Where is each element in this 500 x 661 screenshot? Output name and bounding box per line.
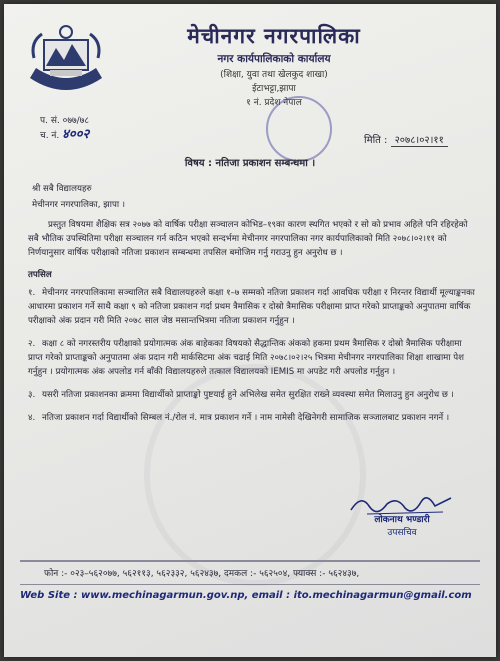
- item-number: ४.: [28, 413, 36, 423]
- item-text: नतिजा प्रकाशन गर्दा विद्यार्थीको सिम्बल नं./रोल नं. मात्र प्रकाशन गर्ने । नाम नामेसी देखिनेगरी सामाजिक सञ्जालबाट प्रकाशन नगर्ने ।: [42, 413, 450, 423]
- salutation-to: श्री सबै विद्यालयहरु: [32, 184, 92, 194]
- chalani-row: [40, 128, 89, 143]
- item-text: कक्षा ८ को नगरस्तरीय परीक्षाको प्रयोगात्मक अंक बाहेकका विषयको सैद्धान्तिक अंकको हकमा प्रथम त्रैमासिक र दोस्रो त्रैमासिक परीक्षामा प्राप्त गरेको प्राप्ताङ्कको अनुपातमा अंक प्रदान गरी मार्कसिटमा अंक चढाई मिति २०७८।०२।२५ भित्रमा मेचीनगर नगरपालिका शिक्षा शाखामा पेश गर्नुहुन । प्रयोगात्मक अंक अपलोड गर्न बाँकी विद्यालयहरुले तत्काल विद्यालयको IEMIS मा अपडेट गरी अपलोड गर्नुहुन ।: [28, 339, 464, 377]
- letterhead: [124, 22, 424, 108]
- signatory-name: लोकनाथ भण्डारी: [374, 515, 430, 525]
- municipality-title: मेचीनगर नगरपालिका: [187, 23, 361, 48]
- footer-divider: [20, 560, 480, 562]
- footer-web: [20, 590, 496, 601]
- footer-divider: [20, 584, 480, 585]
- website-link[interactable]: www.mechinagarmun.gov.np,: [80, 590, 249, 601]
- signature-icon: [347, 488, 457, 518]
- date-value: २०७८।०२।११: [391, 132, 448, 147]
- tapasil-heading: तपसिल: [28, 270, 52, 280]
- list-item: [28, 337, 478, 379]
- signature-block: [332, 486, 472, 538]
- item-number: २.: [28, 339, 36, 349]
- office-name: नगर कार्यपालिकाको कार्यालय: [217, 53, 331, 65]
- item-number: १.: [28, 288, 36, 298]
- email-label: email :: [251, 590, 291, 601]
- letter-page: [4, 4, 496, 657]
- footer-phone: फोन :- ०२३–५६२०७७, ५६२११३, ५६२३३२, ५६२४३७, दमकल :- ५६२५०४, फ्याक्स :- ५६२४३७,: [44, 569, 360, 579]
- item-number: ३.: [28, 390, 36, 400]
- chalani-label: च. नं.: [40, 131, 60, 141]
- item-text: मेचीनगर नगरपालिकामा सञ्चालित सबै विद्यालयहरुले कक्षा १–७ सम्मको नतिजा प्रकाशन गर्दा आवधिक परीक्षा र निरन्तर विद्यार्थी मूल्याङ्कनका आधारमा प्रकाशन गर्ने साथै कक्षा ९ को नतिजा प्रकाशन गर्दा प्रथम त्रैमासिक र दोस्रो त्रैमासिक परीक्षामा प्राप्त गरेको प्राप्ताङ्कको अनुपातमा वार्षिक परीक्षाको अंक प्रदान गरी मिति २०७८ साल जेष्ठ मसान्तभित्रमा नतिजा प्रकाशन गर्नुहुन ।: [28, 288, 475, 326]
- chalani-number: ४००२: [62, 127, 90, 142]
- reference-block: [40, 114, 89, 143]
- branch-name: (शिक्षा, युवा तथा खेलकुद शाखा): [220, 70, 328, 80]
- patra-sankhya: प. सं. ०७७/७८: [40, 116, 90, 126]
- intro-paragraph: प्रस्तुत विषयमा शैक्षिक सत्र २०७७ को वार्षिक परीक्षा सञ्चालन कोभिड–१९का कारण स्थगित भएको र सो को प्रभाव अहिले पनि रहिरहेको सबै भौतिक उपस्थितिमा परीक्षा सञ्चालन गर्न कठिन भएको सन्दर्भमा मेचीनगर नगरपालिका नगर कार्यपालिकाको मिति २०७८।०२।११ को निर्णयानुसार वार्षिक परीक्षाको नतिजा प्रकाशन सम्बन्धमा तपसिल बमोजिम गर्नु गराउनु हुन अनुरोध छ ।: [28, 220, 468, 258]
- email-link[interactable]: ito.mechinagarmun@gmail.com: [293, 590, 472, 601]
- date-block: [364, 132, 448, 147]
- date-label: मिति :: [364, 135, 388, 146]
- list-item: [28, 411, 478, 425]
- province: १ नं. प्रदेश नेपाल: [246, 98, 302, 108]
- list-item: [28, 286, 478, 328]
- letter-body: [28, 182, 478, 434]
- item-text: यसरी नतिजा प्रकाशनका क्रममा विद्यार्थीको प्राप्ताङ्को पुष्टयाई हुने अभिलेख समेत सुरक्षित राख्ने व्यवस्था समेत मिलाउनु हुन अनुरोध छ ।: [42, 390, 454, 400]
- office-stamp-icon: [266, 96, 332, 162]
- website-label: Web Site :: [20, 590, 78, 601]
- salutation-place: मेचीनगर नगरपालिका, झापा ।: [32, 200, 126, 210]
- subject-line: विषय : नतिजा प्रकाशन सम्बन्धमा ।: [184, 158, 316, 169]
- municipality-emblem-icon: [24, 18, 108, 102]
- address: ईटाभट्टा,झापा: [252, 84, 296, 94]
- signatory-title: उपसचिव: [387, 528, 417, 538]
- list-item: [28, 388, 478, 402]
